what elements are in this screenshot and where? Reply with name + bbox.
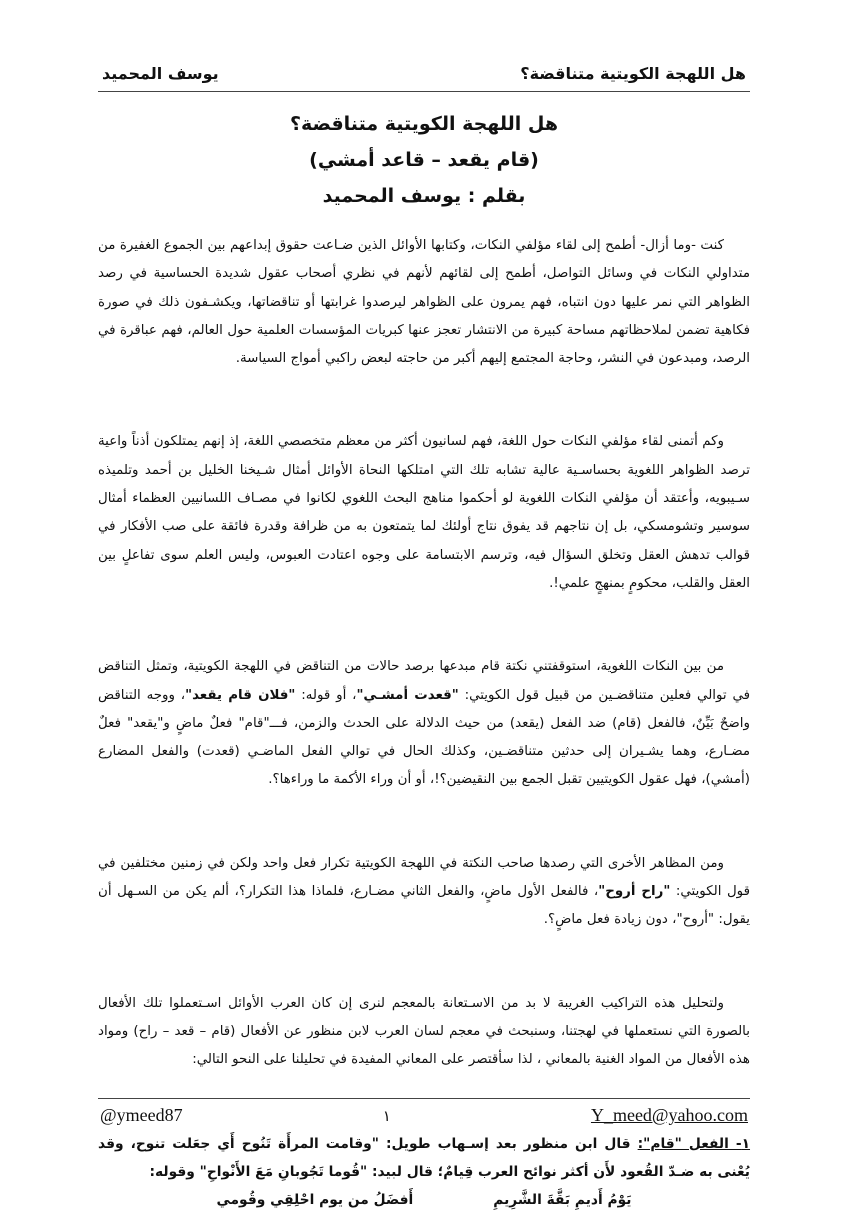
article-body	[98, 232, 750, 1214]
paragraph-6	[98, 1130, 750, 1187]
quote-rah-arooh: "راح أروح"	[598, 884, 671, 900]
paragraph-4-text-a: ومن المظاهر الأخرى التي رصدها صاحب النكتة في اللهجة الكويتية تكرار فعل واحد ولكن في زمنين مختلفين في قول الكويتي:	[98, 855, 750, 900]
paragraph-5: ولتحليل هذه التراكيب الغريبة لا بد من الاسـتعانة بالمعجم لنرى إن كان العرب الأوائل اسـتعملوا تلك الأفعال بالصورة التي نستعملها في لهجتنا، وسنبحث في معجم لسان العرب لابن منظور عن الأفعال (قام – قعد – راح) ومواد هذه الأفعال من المواد الغنية بالمعاني ، لذا سأقتصر على المعاني المفيدة في تحليلنا على النحو التالي:	[98, 995, 750, 1068]
poem-right-hemistich: يَوْمُ أَديمِ بَقَّةَ الشَّرِيمِ	[493, 1192, 632, 1209]
article-subtitle: (قام يقعد – قاعد أمشي)	[309, 149, 539, 171]
article-byline: بقلم : يوسف المحميد	[322, 185, 526, 207]
page-footer	[98, 1098, 750, 1132]
poem-left-hemistich: أَفضَلُ من يوم احْلِقِي وقُومي	[216, 1192, 414, 1209]
article-title: هل اللهجة الكويتية متناقضة؟	[289, 113, 559, 135]
article-title-block	[98, 106, 750, 214]
paragraph-1: كنت -وما أزال- أطمح إلى لقاء مؤلفي النكات، وكتابها الأوائل الذين ضـاعت حقوق إبداعهم بين الجموع الغفيرة من متداولي النكات في وسائل التواصل، أطمح إلى لقائهم لأنهم في نظري أصحاب عقول شديدة الحساسية في رصد الظواهر التي نمر عليها دون انتباه، فهم يمرون على الظواهر ليرصدوا غرابتها أو تناقضاتها، ويكشـفون ذلك في صورة فكاهية تضمن لملاحظاتهم مساحة كبيرة من الانتشار تعجز عنها كبريات المؤسسات العلمية حول العالم، فهم عباقرة في الرصد، ومبدعون في النشر، وحاجة المجتمع إليهم أكبر من حاجته لبعض راكبي أمواج السياسة.	[98, 238, 750, 367]
header-author-name: يوسف المحميد	[102, 64, 219, 83]
footer-page-number: ١	[382, 1106, 391, 1125]
section-heading-qam: ١- الفعل "قام":	[637, 1135, 751, 1152]
footer-email: Y_meed@yahoo.com	[590, 1105, 748, 1125]
paragraph-4-text-c: ، فالفعل الأول ماضٍ، والفعل الثاني مضـارع، فلماذا هذا التكرار؟، ألم يكن من السـهل أن يقول: "أروح"، دون زيادة فعل ماضٍ؟.	[98, 884, 750, 928]
paragraph-6-text: قال ابن منظور بعد إسـهاب طويل: "وقامت المرأَة تَنُوح أَي جعَلت تنوح، وقد يُعْنى به ضـدّ القُعود لأَن أكثر نوائح العرب قِيامٌ؛ قال لبيد: "قُوما تَجُوبانِ مَعَ الأَنْواحِ" وقوله:	[98, 1135, 750, 1180]
quote-fulan-qam-yaqad: "فلان قام يقعد"	[185, 687, 296, 703]
paragraph-3-text-c: ، أو قوله:	[295, 687, 357, 703]
page-header	[98, 56, 750, 92]
paragraph-3	[98, 653, 750, 794]
poem-verse	[98, 1186, 750, 1214]
quote-qaadt-amshi: "قعدت أمشـي"	[356, 687, 459, 703]
paragraph-3-text-a: من بين النكات اللغوية، استوقفتني نكتة قام مبدعها برصد حالات من التناقض في اللهجة الكويتية، وتمثل التناقض في توالي فعلين متناقضـين من قبيل قول الكويتي:	[98, 659, 751, 703]
header-article-title: هل اللهجة الكويتية متناقضة؟	[520, 64, 746, 83]
paragraph-2: وكم أتمنى لقاء مؤلفي النكات حول اللغة، فهم لسانيون أكثر من معظم متخصصي اللغة، إذ إنهم يمتلكون أذناً واعية ترصد الظواهر اللغوية بحساسـية عالية تشابه تلك التي امتلكها النحاة الأوائل أمثال شـيخنا الخليل بن أحمد وتلميذه سـيبويه، وأعتقد أن مؤلفي النكات اللغوية لو أحكموا مناهج البحث اللغوي لكانوا في مصـاف اللسانيين العظماء أمثال سوسير وتشومسكي، بل إن نتاجهم قد يفوق نتاج أولئك لما يتمتعون به من ظرافة وقدرة فائقة على صب الأفكار في قوالب تدهش العقل وتخلق السؤال فيه، وترسم الابتسامة على وجوه اعتادت العبوس، وليس العلم سوى تفاعلٍ بين العقل والقلب، محكومٍ بمنهجٍ علمي!.	[98, 434, 750, 591]
paragraph-4	[98, 850, 750, 935]
footer-social-handle: @ymeed87	[100, 1105, 183, 1125]
paragraph-3-text-d: ، ووجه التناقض واضحٌ بَيِّنٌ، فالفعل (قام) ضد الفعل (يقعد) من حيث الدلالة على الحدث والزمن، فـــ"قام" فعلٌ ماضٍ و"يقعد" فعلٌ مضـارع، وهما يشـيران إلى حدثين متناقضـين، وكذلك الحال في توالي الفعل الماضـي (قعدت) والفعل المضارع (أمشي)، فهل عقول الكويتيين تقبل الجمع بين النقيضين؟!، أو أن وراء الأكمة ما وراءها؟.	[98, 687, 750, 788]
